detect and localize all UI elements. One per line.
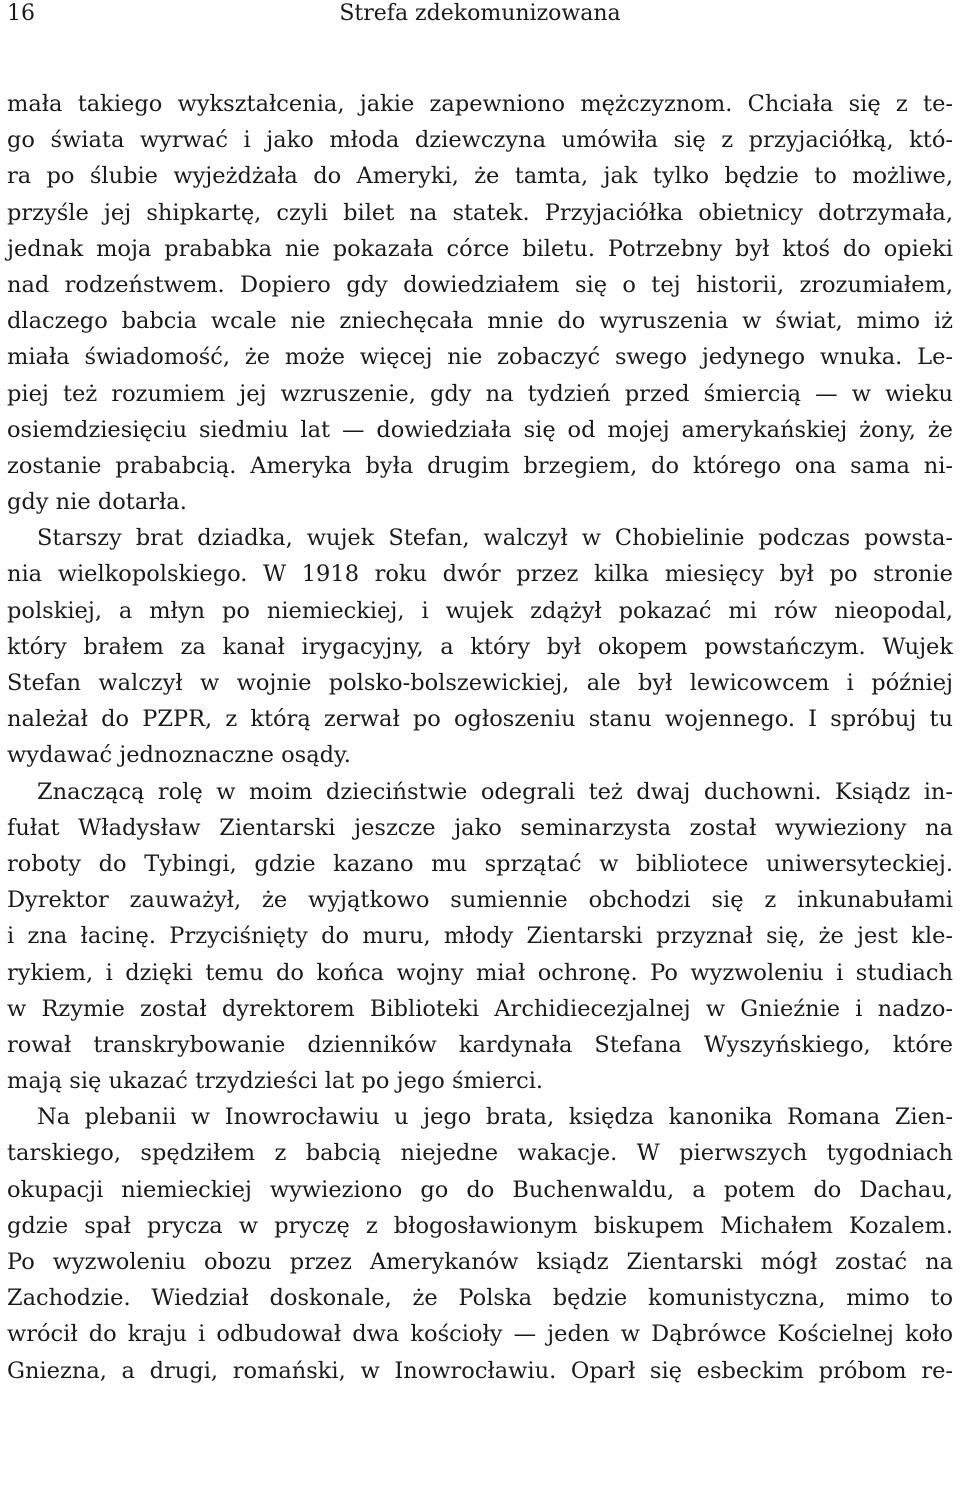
running-head bbox=[0, 0, 960, 30]
text-line: Dyrektor zauważył, że wyjątkowo sumiennie obchodzi się z inkunabułami bbox=[7, 887, 953, 914]
text-line: polskiej, a młyn po niemieckiej, i wujek zdążył pokazać mi rów nieopodal, bbox=[7, 597, 953, 624]
text-line: go świata wyrwać i jako młoda dziewczyna umówiła się z przyjaciółką, któ- bbox=[7, 127, 953, 154]
text-line: Starszy brat dziadka, wujek Stefan, walczył w Chobielinie podczas powsta- bbox=[37, 525, 953, 552]
paragraph bbox=[7, 774, 953, 1100]
text-line: jednak moja prababka nie pokazała córce biletu. Potrzebny był ktoś do opieki bbox=[7, 235, 953, 262]
text-line: dlaczego babcia wcale nie zniechęcała mnie do wyruszenia w świat, mimo iż bbox=[7, 308, 953, 335]
text-line: Gniezna, a drugi, romański, w Inowrocławiu. Oparł się esbeckim próbom re- bbox=[7, 1357, 953, 1384]
text-line: fułat Władysław Zientarski jeszcze jako seminarzysta został wywieziony na bbox=[7, 814, 953, 841]
text-line: ra po ślubie wyjeżdżała do Ameryki, że tamta, jak tylko będzie to możliwe, bbox=[7, 163, 953, 190]
text-line: rował transkrybowanie dzienników kardynała Stefana Wyszyńskiego, które bbox=[7, 1031, 953, 1058]
text-line: Stefan walczył w wojnie polsko-bolszewickiej, ale był lewicowcem i później bbox=[7, 670, 953, 696]
text-line: i zna łacinę. Przyciśnięty do muru, młody Zientarski przyznał się, że jest kle- bbox=[7, 923, 953, 950]
text-line: nad rodzeństwem. Dopiero gdy dowiedziałem się o tej historii, zrozumiałem, bbox=[7, 271, 953, 298]
paragraph bbox=[7, 520, 953, 773]
text-line: piej też rozumiem jej wzruszenie, gdy na tydzień przed śmiercią — w wieku bbox=[7, 380, 953, 407]
text-line: Zachodzie. Wiedział doskonale, że Polska będzie komunistyczna, mimo to bbox=[7, 1285, 953, 1312]
running-title: Strefa zdekomunizowana bbox=[339, 1, 621, 26]
text-line: gdy nie dotarła. bbox=[7, 489, 187, 516]
text-line: mają się ukazać trzydzieści lat po jego śmierci. bbox=[7, 1068, 544, 1095]
text-line: wrócił do kraju i odbudował dwa kościoły — jeden w Dąbrówce Kościelnej koło bbox=[7, 1321, 953, 1348]
text-line: Na plebanii w Inowrocławiu u jego brata, księdza kanonika Romana Zien- bbox=[37, 1104, 953, 1131]
text-line: okupacji niemieckiej wywieziono go do Buchenwaldu, a potem do Dachau, bbox=[7, 1176, 953, 1203]
text-line: rykiem, i dzięki temu do końca wojny miał ochronę. Po wyzwoleniu i studiach bbox=[7, 959, 953, 986]
text-line: Znaczącą rolę w moim dzieciństwie odegrali też dwaj duchowni. Ksiądz in- bbox=[37, 778, 953, 805]
text-line: miała świadomość, że może więcej nie zobaczyć swego jedynego wnuka. Le- bbox=[7, 344, 953, 371]
text-line: tarskiego, spędziłem z babcią niejedne wakacje. W pierwszych tygodniach bbox=[7, 1140, 953, 1167]
text-line: należał do PZPR, z którą zerwał po ogłoszeniu stanu wojennego. I spróbuj tu bbox=[7, 706, 953, 733]
text-line: Po wyzwoleniu obozu przez Amerykanów ksiądz Zientarski mógł zostać na bbox=[7, 1249, 953, 1275]
text-line: nia wielkopolskiego. W 1918 roku dwór przez kilka miesięcy był po stronie bbox=[7, 561, 953, 588]
text-line: mała takiego wykształcenia, jakie zapewniono mężczyznom. Chciała się z te- bbox=[7, 91, 953, 117]
text-line: gdzie spał prycza w pryczę z błogosławionym biskupem Michałem Kozalem. bbox=[7, 1212, 953, 1239]
paragraph bbox=[7, 86, 953, 520]
text-line: w Rzymie został dyrektorem Biblioteki Archidiecezjalnej w Gnieźnie i nadzo- bbox=[7, 995, 953, 1022]
text-line: przyśle jej shipkartę, czyli bilet na statek. Przyjaciółka obietnicy dotrzymała, bbox=[7, 199, 953, 226]
text-line: wydawać jednoznaczne osądy. bbox=[7, 742, 351, 769]
body-text bbox=[7, 86, 953, 1389]
text-line: który brałem za kanał irygacyjny, a który był okopem powstańczym. Wujek bbox=[7, 633, 953, 660]
page-number: 16 bbox=[7, 1, 35, 26]
paragraph bbox=[7, 1099, 953, 1389]
text-line: roboty do Tybingi, gdzie kazano mu sprzątać w bibliotece uniwersyteckiej. bbox=[7, 850, 953, 877]
text-line: osiemdziesięciu siedmiu lat — dowiedziała się od mojej amerykańskiej żony, że bbox=[7, 416, 953, 443]
text-line: zostanie prababcią. Ameryka była drugim brzegiem, do którego ona sama ni- bbox=[7, 452, 953, 479]
